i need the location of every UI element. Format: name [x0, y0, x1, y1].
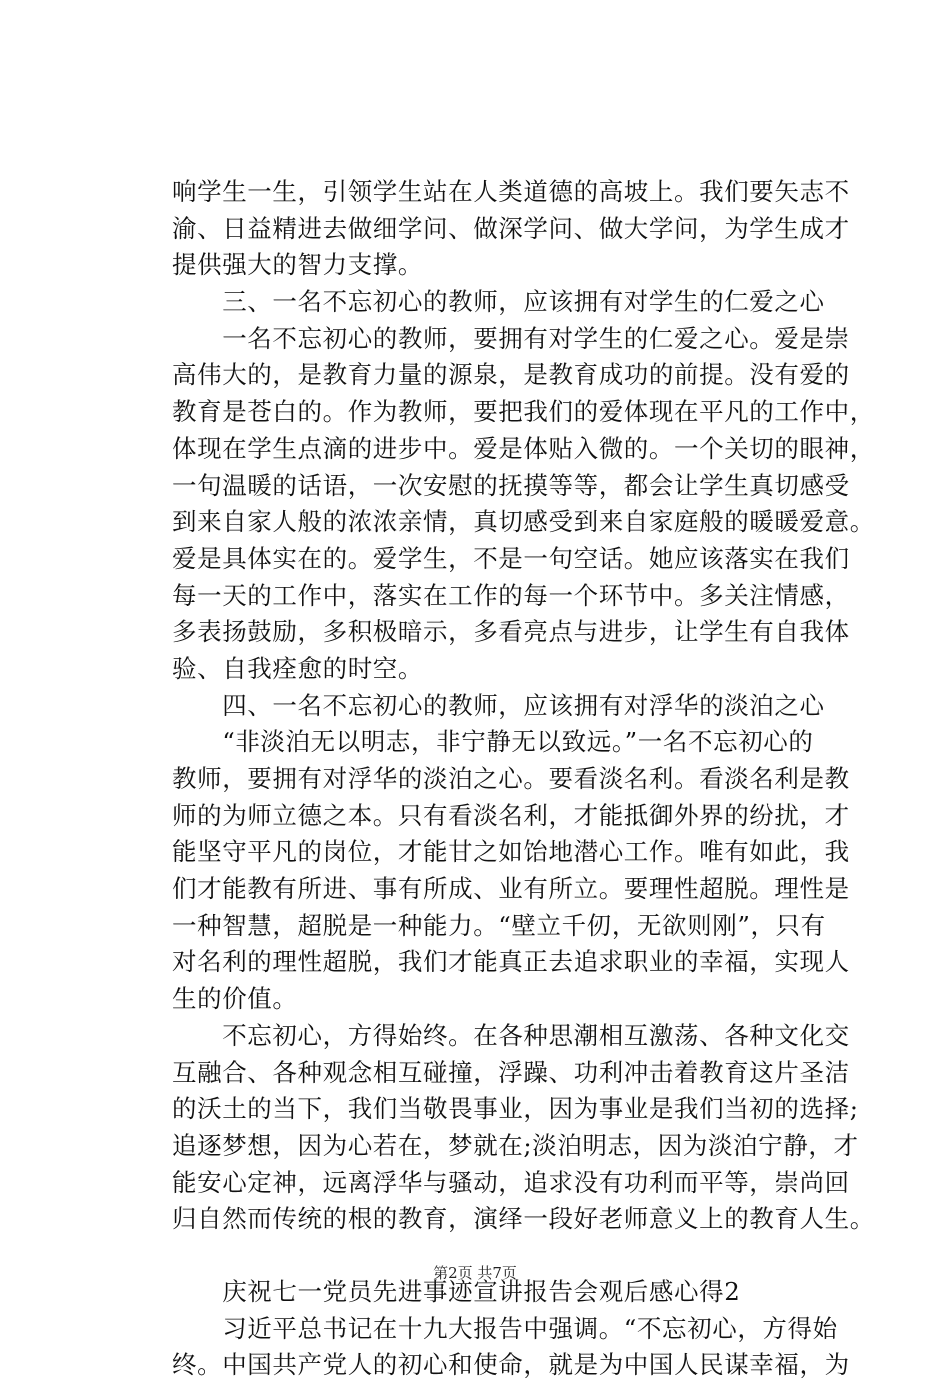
- text-line: 一句温暖的话语，一次安慰的抚摸等等，都会让学生真切感受: [172, 470, 850, 500]
- article-title: 庆祝七一党员先进事迹宣讲报告会观后感心得2: [172, 1276, 741, 1306]
- text-line: 响学生一生，引领学生站在人类道德的高坡上。我们要矢志不: [172, 177, 850, 206]
- text-line: 归自然而传统的根的教育，演绎一段好老师意义上的教育人生。: [172, 1204, 875, 1234]
- text-line: 终。中国共产党人的初心和使命，就是为中国人民谋幸福，为: [172, 1350, 850, 1380]
- section-heading-3: 三、一名不忘初心的教师，应该拥有对学生的仁爱之心: [172, 287, 825, 317]
- text-line: 能安心定神，远离浮华与骚动，追求没有功利而平等，崇尚回: [172, 1167, 850, 1197]
- text-line: 提供强大的智力支撑。: [172, 250, 423, 280]
- text-line: 教育是苍白的。作为教师，要把我们的爱体现在平凡的工作中，: [172, 397, 875, 427]
- text-line: 生的价值。: [172, 984, 298, 1014]
- text-line: 渝、日益精进去做细学问、做深学问、做大学问，为学生成才: [172, 213, 850, 243]
- text-line: 能坚守平凡的岗位，才能甘之如饴地潜心工作。唯有如此，我: [172, 837, 850, 867]
- text-line: 追逐梦想，因为心若在，梦就在;淡泊明志，因为淡泊宁静，才: [172, 1130, 859, 1160]
- text-line: 互融合、各种观念相互碰撞，浮躁、功利冲击着教育这片圣洁: [172, 1057, 850, 1087]
- text-line: 不忘初心，方得始终。在各种思潮相互激荡、各种文化交: [172, 1020, 850, 1050]
- page-number-footer: 第2页 共7页: [433, 1264, 517, 1282]
- text-line: 体现在学生点滴的进步中。爱是体贴入微的。一个关切的眼神，: [172, 433, 875, 463]
- text-line: 教师，要拥有对浮华的淡泊之心。要看淡名利。看淡名利是教: [172, 764, 850, 793]
- text-line: “非淡泊无以明志，非宁静无以致远。”一名不忘初心的: [172, 727, 814, 757]
- text-line: 高伟大的，是教育力量的源泉，是教育成功的前提。没有爱的: [172, 360, 850, 390]
- text-line: 对名利的理性超脱，我们才能真正去追求职业的幸福，实现人: [172, 947, 850, 977]
- text-line: 师的为师立德之本。只有看淡名利，才能抵御外界的纷扰，才: [172, 800, 850, 830]
- text-line: 爱是具体实在的。爱学生，不是一句空话。她应该落实在我们: [172, 543, 850, 573]
- text-line: 们才能教有所进、事有所成、业有所立。要理性超脱。理性是: [172, 874, 850, 904]
- section-heading-4: 四、一名不忘初心的教师，应该拥有对浮华的淡泊之心: [172, 690, 825, 720]
- document-body: [172, 174, 875, 1384]
- text-line: 验、自我痊愈的时空。: [172, 653, 423, 683]
- text-line: 习近平总书记在十九大报告中强调。“不忘初心，方得始: [172, 1313, 838, 1343]
- text-line: 一种智慧，超脱是一种能力。“壁立千仞，无欲则刚”，只有: [172, 910, 826, 940]
- text-line: 的沃土的当下，我们当敬畏事业，因为事业是我们当初的选择;: [172, 1094, 859, 1124]
- text-line: 多表扬鼓励，多积极暗示，多看亮点与进步，让学生有自我体: [172, 617, 850, 647]
- text-line: 到来自家人般的浓浓亲情，真切感受到来自家庭般的暖暖爱意。: [172, 507, 875, 537]
- text-line: 每一天的工作中，落实在工作的每一个环节中。多关注情感，: [172, 580, 850, 610]
- text-line: 一名不忘初心的教师，要拥有对学生的仁爱之心。爱是崇: [172, 323, 850, 353]
